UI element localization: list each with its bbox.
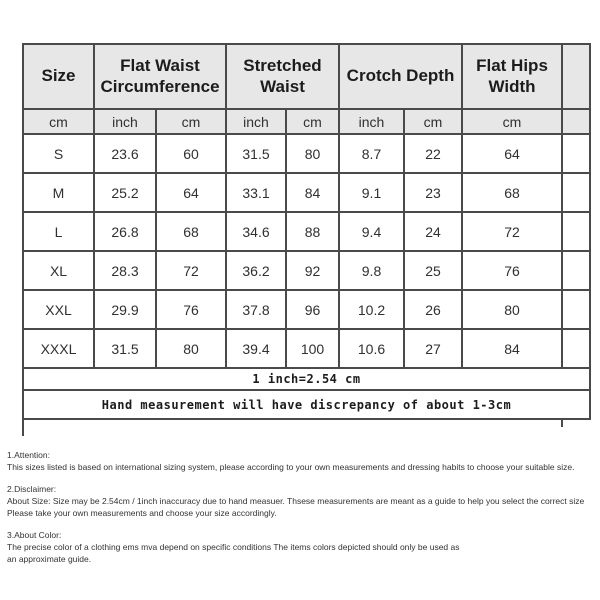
note-disclaimer-line-1: About Size: Size may be 2.54cm / 1inch inaccuracy due to hand measuer. Thsese measurements are meant as a guide to help you select the correct size — [7, 495, 585, 506]
note-attention — [7, 449, 599, 474]
table-row-m — [23, 173, 590, 212]
data-cell: 27 — [404, 329, 462, 368]
note-about-color-line-2: an approximate guide. — [7, 554, 92, 565]
empty-cutoff-cell — [562, 251, 590, 290]
data-cell: 84 — [462, 329, 562, 368]
footnote-inch-conversion-row — [23, 368, 590, 390]
note-attention-line: This sizes listed is based on international sizing system, please according to your own measurements and dressing habits to choose your suitable size. — [7, 462, 575, 473]
data-cell: 36.2 — [226, 251, 286, 290]
unit-cell: cm — [462, 109, 562, 134]
data-cell: 72 — [462, 212, 562, 251]
unit-cell: cm — [23, 109, 94, 134]
empty-cutoff-cell — [562, 290, 590, 329]
unit-cell: inch — [339, 109, 404, 134]
header-size: Size — [23, 44, 94, 109]
table-header-row — [23, 44, 590, 109]
data-cell: 23.6 — [94, 134, 156, 173]
table-left-edge-tail — [22, 418, 24, 436]
data-cell: 80 — [286, 134, 339, 173]
unit-empty-cutoff-cell — [562, 109, 590, 134]
data-cell: 31.5 — [94, 329, 156, 368]
data-cell: 31.5 — [226, 134, 286, 173]
table-right-edge-tail — [561, 418, 563, 427]
data-cell: 9.8 — [339, 251, 404, 290]
data-cell: 24 — [404, 212, 462, 251]
size-label-cell: S — [23, 134, 94, 173]
header-stretched-waist: Stretched Waist — [226, 44, 339, 109]
data-cell: 37.8 — [226, 290, 286, 329]
size-label-cell: XL — [23, 251, 94, 290]
header-flat-hips-width: Flat Hips Width — [462, 44, 562, 109]
note-about-color-line-1: The precise color of a clothing ems mva depend on specific conditions The items colors depicted should only be used as — [7, 541, 460, 552]
table-row-xxl — [23, 290, 590, 329]
data-cell: 22 — [404, 134, 462, 173]
note-disclaimer-line-2: Please take your own measurements and choose your size accordingly. — [7, 508, 277, 519]
unit-cell: cm — [156, 109, 226, 134]
data-cell: 33.1 — [226, 173, 286, 212]
data-cell: 8.7 — [339, 134, 404, 173]
empty-cutoff-cell — [562, 173, 590, 212]
size-label-cell: M — [23, 173, 94, 212]
unit-row — [23, 109, 590, 134]
footnote-hand-measurement-row — [23, 390, 590, 419]
table-row-xxxl — [23, 329, 590, 368]
empty-cutoff-cell — [562, 329, 590, 368]
data-cell: 96 — [286, 290, 339, 329]
note-disclaimer-title: 2.Disclaimer: — [7, 483, 57, 494]
data-cell: 9.1 — [339, 173, 404, 212]
data-cell: 80 — [462, 290, 562, 329]
data-cell: 25 — [404, 251, 462, 290]
size-label-cell: L — [23, 212, 94, 251]
data-cell: 26.8 — [94, 212, 156, 251]
data-cell: 76 — [156, 290, 226, 329]
data-cell: 92 — [286, 251, 339, 290]
empty-cutoff-cell — [562, 134, 590, 173]
data-cell: 68 — [156, 212, 226, 251]
data-cell: 60 — [156, 134, 226, 173]
data-cell: 64 — [462, 134, 562, 173]
note-attention-title: 1.Attention: — [7, 450, 51, 460]
note-about-color-title: 3.About Color: — [7, 529, 62, 540]
size-label-cell: XXL — [23, 290, 94, 329]
data-cell: 29.9 — [94, 290, 156, 329]
table-row-l — [23, 212, 590, 251]
size-label-cell: XXXL — [23, 329, 94, 368]
unit-cell: cm — [404, 109, 462, 134]
table-row-s — [23, 134, 590, 173]
data-cell: 68 — [462, 173, 562, 212]
header-crotch-depth: Crotch Depth — [339, 44, 462, 109]
data-cell: 23 — [404, 173, 462, 212]
data-cell: 72 — [156, 251, 226, 290]
unit-cell: inch — [226, 109, 286, 134]
footnote-inch-conversion: 1 inch=2.54 cm — [23, 368, 590, 390]
note-disclaimer — [7, 483, 599, 520]
note-about-color — [7, 529, 599, 566]
data-cell: 10.2 — [339, 290, 404, 329]
data-cell: 80 — [156, 329, 226, 368]
size-chart-table — [22, 43, 591, 420]
notes-section — [7, 449, 599, 575]
data-cell: 88 — [286, 212, 339, 251]
empty-cutoff-cell — [562, 212, 590, 251]
footnote-hand-measurement: Hand measurement will have discrepancy of about 1-3cm — [23, 390, 590, 419]
table-row-xl — [23, 251, 590, 290]
data-cell: 26 — [404, 290, 462, 329]
data-cell: 84 — [286, 173, 339, 212]
data-cell: 39.4 — [226, 329, 286, 368]
data-cell: 100 — [286, 329, 339, 368]
data-cell: 25.2 — [94, 173, 156, 212]
data-cell: 28.3 — [94, 251, 156, 290]
unit-cell: cm — [286, 109, 339, 134]
data-cell: 9.4 — [339, 212, 404, 251]
data-cell: 76 — [462, 251, 562, 290]
data-cell: 64 — [156, 173, 226, 212]
data-cell: 10.6 — [339, 329, 404, 368]
data-cell: 34.6 — [226, 212, 286, 251]
header-flat-waist-circumference: Flat Waist Circumference — [94, 44, 226, 109]
unit-cell: inch — [94, 109, 156, 134]
header-empty-cutoff-cell — [562, 44, 590, 109]
